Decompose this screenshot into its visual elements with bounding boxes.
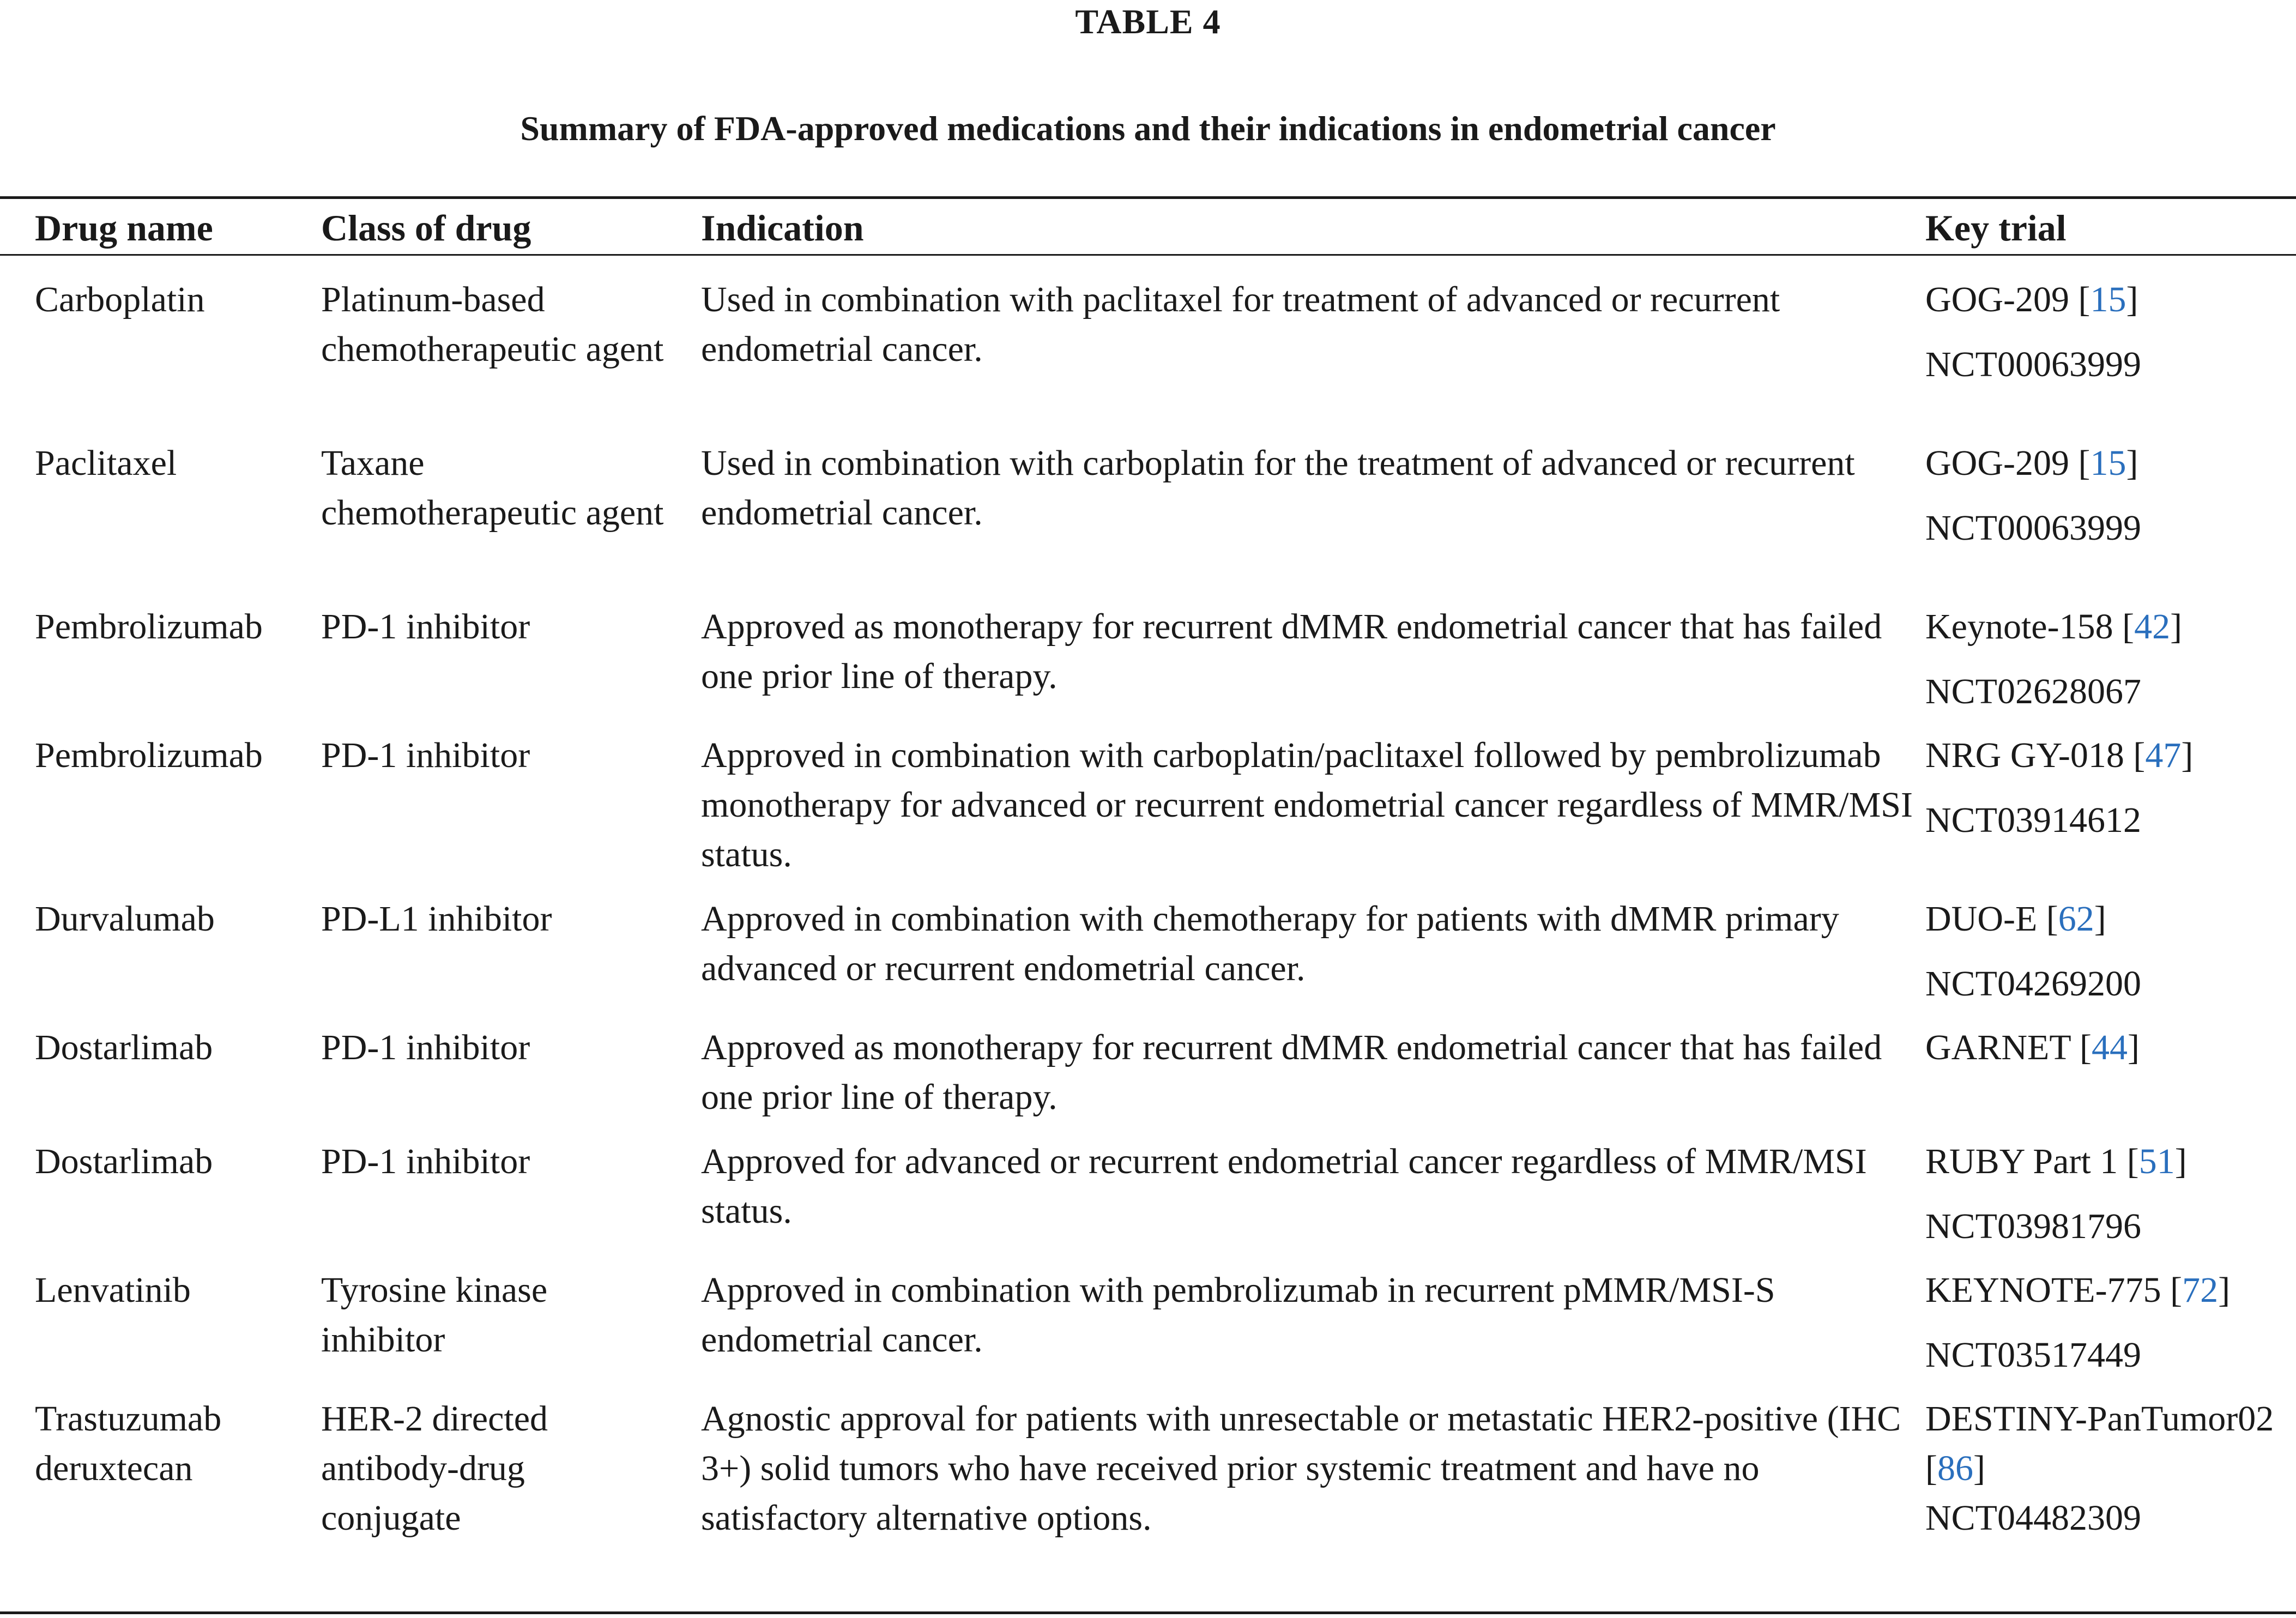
header-row: [0, 202, 2296, 254]
key-trial-cell: [1925, 602, 2296, 730]
trial-nct: NCT03981796: [1925, 1206, 2141, 1246]
header-indication: Indication: [701, 207, 864, 249]
table-label: TABLE 4: [1075, 2, 1221, 41]
drug-name-cell: Paclitaxel: [35, 443, 177, 483]
medications-table: [0, 202, 2296, 1557]
key-trial-cell: [1925, 730, 2296, 894]
drug-class-text: Taxane chemotherapeutic agent: [321, 443, 664, 533]
drug-class-cell: PD-L1 inhibitor: [321, 899, 552, 939]
drug-name-cell: Lenvatinib: [35, 1270, 191, 1310]
key-trial-cell: [1925, 275, 2296, 438]
trial-nct: NCT04482309: [1925, 1498, 2141, 1538]
key-trial-cell: [1925, 1394, 2296, 1557]
drug-name-cell: Pembrolizumab: [35, 735, 263, 775]
indication-cell: Approved as monotherapy for recurrent dMMR endometrial cancer that has failed one prior line of therapy.: [701, 1028, 1882, 1117]
indication-cell: Agnostic approval for patients with unresectable or metastatic HER2-positive (IHC 3+) solid tumors who have received prior systemic treatment and have no satisfactory alternative options.: [701, 1399, 1901, 1538]
trial-nct: NCT03517449: [1925, 1335, 2141, 1375]
indication-cell: Approved in combination with chemotherapy for patients with dMMR primary advanced or recurrent endometrial cancer.: [701, 899, 1839, 988]
header-class-of-drug: Class of drug: [321, 207, 531, 249]
key-trial-cell: [1925, 438, 2296, 602]
drug-class-cell: PD-1 inhibitor: [321, 1142, 530, 1181]
reference-link[interactable]: 47: [2145, 735, 2182, 775]
key-trial-cell: [1925, 1023, 2296, 1137]
drug-class-cell: [285, 1265, 664, 1394]
drug-name-cell: Trastuzumab deruxtecan: [35, 1399, 222, 1488]
header-spacer: [0, 254, 2296, 275]
reference-link[interactable]: 86: [1937, 1448, 1973, 1488]
key-trial-cell: [1925, 1137, 2296, 1265]
trial-name: DUO-E: [1925, 899, 2038, 939]
drug-name-cell: Pembrolizumab: [35, 607, 263, 647]
trial-name-line: DESTINY-PanTumor02 [86]: [1925, 1399, 2274, 1488]
trial-name: GARNET: [1925, 1028, 2071, 1067]
drug-name-cell: Durvalumab: [35, 899, 215, 939]
key-trial-cell: [1925, 1265, 2296, 1394]
key-trial-cell: [1925, 894, 2296, 1023]
trial-name-line: Keynote-158 [42]: [1925, 607, 2183, 647]
drug-name-cell: Carboplatin: [35, 280, 205, 319]
reference-link[interactable]: 51: [2138, 1142, 2175, 1181]
table-row: [0, 1137, 2296, 1265]
drug-class-cell: [285, 275, 664, 438]
indication-cell: Used in combination with carboplatin for the treatment of advanced or recurrent endometrial cancer.: [701, 443, 1855, 533]
reference-link[interactable]: 72: [2182, 1270, 2219, 1310]
trial-name: Keynote-158: [1925, 607, 2113, 647]
table-body: [0, 254, 2296, 1557]
indication-cell: Used in combination with paclitaxel for treatment of advanced or recurrent endometrial cancer.: [701, 280, 1780, 369]
table-row: [0, 275, 2296, 438]
table-row: [0, 602, 2296, 730]
table-caption: Summary of FDA-approved medications and their indications in endometrial cancer: [520, 109, 1776, 148]
trial-nct: NCT00063999: [1925, 345, 2141, 384]
table-bottom-rule: [0, 1611, 2296, 1614]
trial-name: KEYNOTE-775: [1925, 1270, 2161, 1310]
trial-nct: NCT00063999: [1925, 508, 2141, 548]
header-drug-name: Drug name: [35, 207, 213, 249]
drug-class-text: Tyrosine kinase inhibitor: [321, 1270, 548, 1360]
trial-name-line: NRG GY-018 [47]: [1925, 735, 2194, 775]
drug-class-text: HER-2 directed antibody-drug conjugate: [321, 1399, 548, 1538]
trial-name: RUBY Part 1: [1925, 1142, 2118, 1181]
reference-link[interactable]: 44: [2091, 1028, 2128, 1067]
trial-name-line: GOG-209 [15]: [1925, 443, 2138, 483]
reference-link[interactable]: 15: [2090, 443, 2126, 483]
trial-name-line: GARNET [44]: [1925, 1028, 2140, 1067]
drug-name-cell: Dostarlimab: [35, 1142, 213, 1181]
trial-nct: NCT03914612: [1925, 800, 2141, 840]
table-row: [0, 894, 2296, 1023]
indication-cell: Approved in combination with carboplatin/paclitaxel followed by pembrolizumab monotherapy for advanced or recurrent endometrial cancer regardless of MMR/MSI status.: [701, 735, 1913, 874]
reference-link[interactable]: 42: [2134, 607, 2171, 647]
table-row: [0, 730, 2296, 894]
table-row: [0, 1265, 2296, 1394]
trial-name: NRG GY-018: [1925, 735, 2124, 775]
drug-name-cell: Dostarlimab: [35, 1028, 213, 1067]
table-header: [0, 202, 2296, 254]
trial-name-line: RUBY Part 1 [51]: [1925, 1142, 2187, 1181]
trial-name: GOG-209: [1925, 443, 2069, 483]
drug-class-cell: PD-1 inhibitor: [321, 735, 530, 775]
drug-class-cell: PD-1 inhibitor: [321, 1028, 530, 1067]
indication-cell: Approved as monotherapy for recurrent dMMR endometrial cancer that has failed one prior line of therapy.: [701, 607, 1882, 696]
table-row: [0, 1023, 2296, 1137]
trial-name-line: DUO-E [62]: [1925, 899, 2106, 939]
table-row: [0, 1394, 2296, 1557]
trial-name: DESTINY-PanTumor02: [1925, 1399, 2274, 1439]
drug-class-cell: [285, 438, 664, 602]
table-row: [0, 438, 2296, 602]
trial-nct: NCT02628067: [1925, 672, 2141, 711]
trial-name-line: KEYNOTE-775 [72]: [1925, 1270, 2231, 1310]
table-top-rule: [0, 196, 2296, 199]
indication-cell: Approved for advanced or recurrent endometrial cancer regardless of MMR/MSI status.: [701, 1142, 1867, 1231]
header-key-trial: Key trial: [1925, 207, 2067, 249]
drug-class-cell: PD-1 inhibitor: [321, 607, 530, 647]
indication-cell: Approved in combination with pembrolizumab in recurrent pMMR/MSI-S endometrial cancer.: [701, 1270, 1775, 1360]
reference-link[interactable]: 62: [2058, 899, 2094, 939]
drug-class-cell: [285, 1394, 664, 1557]
trial-name-line: GOG-209 [15]: [1925, 280, 2138, 319]
reference-link[interactable]: 15: [2090, 280, 2126, 319]
drug-class-text: Platinum-based chemotherapeutic agent: [321, 280, 664, 369]
trial-nct: NCT04269200: [1925, 964, 2141, 1004]
trial-name: GOG-209: [1925, 280, 2069, 319]
